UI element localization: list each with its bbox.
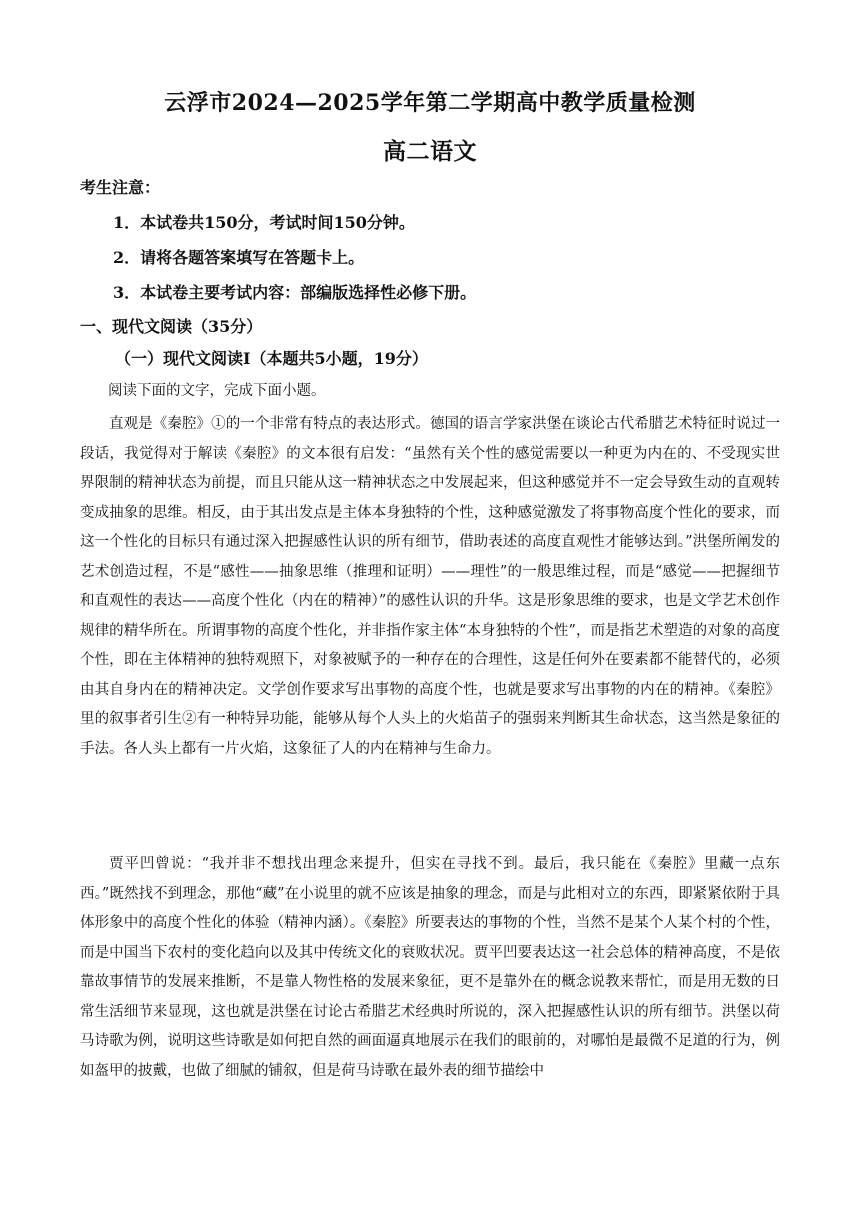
- exam-subject: 高二语文: [383, 138, 477, 165]
- exam-title: 云浮市2024—2025学年第二学期高中教学质量检测: [164, 90, 696, 116]
- passage-paragraph: 直观是《秦腔》①的一个非常有特点的表达形式。德国的语言学家洪堡在谈论古代希腊艺术特征时说过一段话，我觉得对于解读《秦腔》的文本很有启发：“虽然有关个性的感觉需要以一种更为内在的、不受现实世界限制的精神状态为前提，而且只能从这一精神状态之中发展起来，但这种感觉并不一定会导致生动的直观转变成抽象的思维。相反，由于其出发点是主体本身独特的个性，这种感觉激发了将事物高度个性化的要求，而这一个性化的目标只有通过深入把握感性认识的所有细节，借助表述的高度直观性才能够达到。”洪堡所阐发的艺术创造过程，不是“感性——抽象思维（推理和证明）——理性”的一般思维过程，而是“感觉——把握细节和直观性的表达——高度个性化（内在的精神）”的感性认识的升华。这是形象思维的要求，也是文学艺术创作规律的精华所在。所谓事物的高度个性化，并非指作家主体“本身独特的个性”，而是指艺术塑造的对象的高度个性，即在主体精神的独特观照下，对象被赋予的一种存在的合理性，这是任何外在要素都不能替代的，必须由其自身内在的精神决定。文学创作要求写出事物的高度个性，也就是要求写出事物的内在的精神。《秦腔》里的叙事者引生②有一种特异功能，能够从每个人头上的火焰苗子的强弱来判断其生命状态，这当然是象征的手法。各人头上都有一片火焰，这象征了人的内在精神与生命力。: [80, 416, 780, 757]
- notice-item: 3．本试卷主要考试内容：部编版选择性必修下册。: [113, 283, 477, 302]
- notice-item: 1．本试卷共150分，考试时间150分钟。: [113, 213, 415, 232]
- subsection-title: （一）现代文阅读Ⅰ（本题共5小题，19分）: [115, 349, 428, 368]
- section-title: 一、现代文阅读（35分）: [80, 317, 263, 336]
- reading-instruction: 阅读下面的文字，完成下面小题。: [108, 383, 326, 399]
- passage-paragraph: 贾平凹曾说：“我并非不想找出理念来提升，但实在寻找不到。最后，我只能在《秦腔》里藏一点东西。”既然找不到理念，那他“藏”在小说里的就不应该是抽象的理念，而是与此相对立的东西，即紧紧依附于具体形象中的高度个性化的体验（精神内涵）。《秦腔》所要表达的事物的个性，当然不是某个人某个村的个性，而是中国当下农村的变化趋向以及其中传统文化的衰败状况。贾平凹要表达这一社会总体的精神高度，不是依靠故事情节的发展来推断，不是靠人物性格的发展来象征，更不是靠外在的概念说教来帮忙，而是用无数的日常生活细节来显现，这也就是洪堡在讨论古希腊艺术经典时所说的，深入把握感性认识的所有细节。洪堡以荷马诗歌为例，说明这些诗歌是如何把自然的画面逼真地展示在我们的眼前的，对哪怕是最微不足道的行为，例如盔甲的披戴，也做了细腻的铺叙，但是荷马诗歌在最外表的细节描绘中: [80, 856, 780, 1079]
- notice-heading: 考生注意：: [80, 178, 161, 197]
- notice-item: 2．请将各题答案填写在答题卡上。: [113, 248, 365, 267]
